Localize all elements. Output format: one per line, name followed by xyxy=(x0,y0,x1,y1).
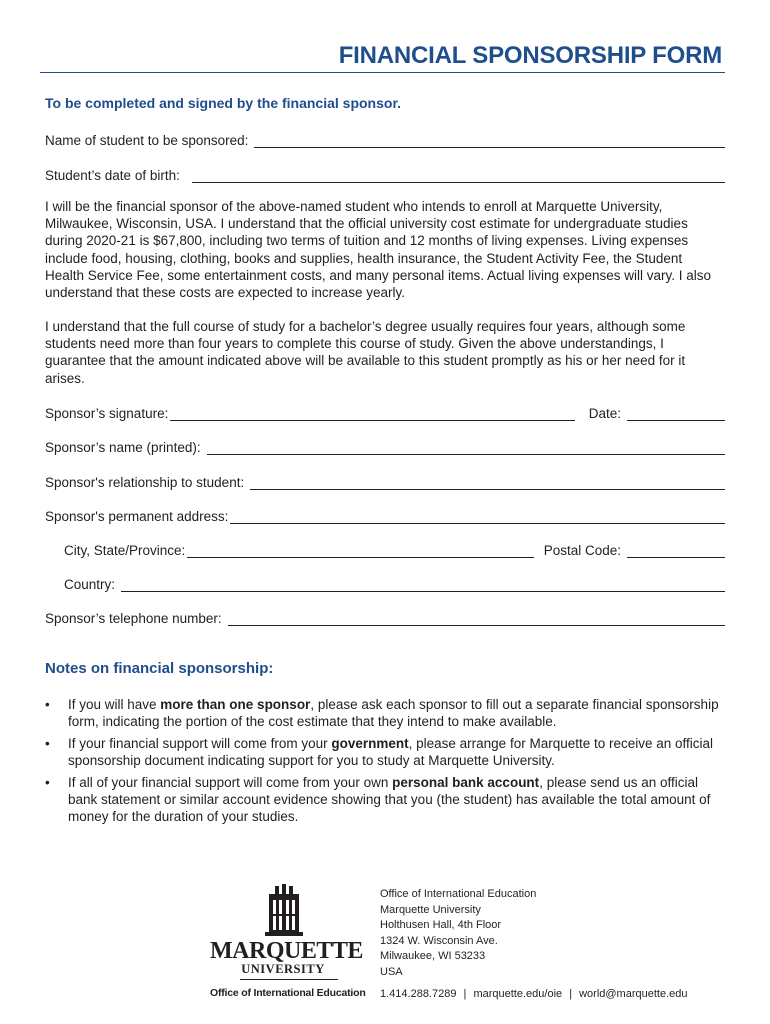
sponsor-name-label: Sponsor’s name (printed): xyxy=(45,440,201,455)
note-text: If your financial support will come from your government, please arrange for Marquette to receive an official sponsorship document indicating support for you to study at Marquette University. xyxy=(68,736,714,768)
address-line: Milwaukee, WI 53233 xyxy=(380,950,486,963)
address-label: Sponsor's permanent address: xyxy=(45,509,229,524)
bullet-icon: • xyxy=(45,775,50,790)
address-line: Holthusen Hall, 4th Floor xyxy=(380,919,502,932)
separator: | xyxy=(569,988,573,1000)
notes-heading: Notes on financial sponsorship: xyxy=(45,660,274,677)
relationship-input-line[interactable] xyxy=(250,476,725,490)
separator: | xyxy=(463,988,467,1000)
sponsor-signature-label: Sponsor’s signature: xyxy=(45,406,169,421)
sponsor-name-field xyxy=(45,437,725,455)
address-line: USA xyxy=(380,965,403,978)
office-address xyxy=(380,887,536,981)
student-dob-input-line[interactable] xyxy=(192,169,725,183)
address-field xyxy=(45,506,725,524)
city-label: City, State/Province: xyxy=(64,543,186,558)
address-input-line[interactable] xyxy=(230,510,725,524)
note-item xyxy=(45,696,725,730)
website-link[interactable]: marquette.edu/oie xyxy=(473,988,563,1000)
contact-line xyxy=(380,988,688,1000)
date-label: Date: xyxy=(588,406,621,421)
country-label: Country: xyxy=(64,577,116,592)
city-field xyxy=(64,540,725,558)
student-name-field xyxy=(45,130,725,148)
tower-icon xyxy=(263,884,305,936)
logo-divider xyxy=(240,979,338,980)
address-line: Office of International Education xyxy=(380,888,537,900)
bullet-icon: • xyxy=(45,697,50,712)
phone-number: 1.414.288.7289 xyxy=(380,988,457,1000)
city-input-line[interactable] xyxy=(187,544,533,558)
note-item xyxy=(45,774,725,825)
form-title: FINANCIAL SPONSORSHIP FORM xyxy=(338,42,722,69)
postal-code-label: Postal Code: xyxy=(543,543,621,558)
student-name-input-line[interactable] xyxy=(254,134,725,148)
telephone-input-line[interactable] xyxy=(228,612,725,626)
student-dob-label: Student’s date of birth: xyxy=(45,168,180,183)
logo-university: UNIVERSITY xyxy=(241,962,325,976)
sponsor-signature-input-line[interactable] xyxy=(170,407,574,421)
sponsor-signature-field xyxy=(45,403,725,421)
country-field xyxy=(64,574,725,592)
note-text: If all of your financial support will come from your own personal bank account, please send us an official bank statement or similar account evidence showing that you (the student) has available the total amount of money for the duration of your studies. xyxy=(68,775,711,824)
sponsor-statement-paragraph: I will be the financial sponsor of the above-named student who intends to enroll at Marquette University, Milwaukee, Wisconsin, USA. I understand that the official university cost estimate for undergraduate studies during 2020-21 is $67,800, including two terms of tuition and 12 months of living expenses. Living expenses include food, housing, clothing, books and supplies, health insurance, the Student Activity Fee, the Student Health Service Fee, some entertainment costs, and many personal items. Actual living expenses will vary. I also understand that these costs are expected to increase yearly. xyxy=(45,199,712,301)
telephone-label: Sponsor’s telephone number: xyxy=(45,611,222,626)
bullet-icon: • xyxy=(45,736,50,751)
title-divider xyxy=(40,72,725,73)
email-link[interactable]: world@marquette.edu xyxy=(579,988,688,1000)
student-dob-field xyxy=(45,165,725,183)
note-text: If you will have more than one sponsor, please ask each sponsor to fill out a separate financial sponsorship form, indicating the portion of the cost estimate that they intend to make available. xyxy=(68,697,719,729)
logo-wordmark: MARQUETTE xyxy=(210,938,363,964)
sponsor-name-input-line[interactable] xyxy=(207,441,725,455)
student-name-label: Name of student to be sponsored: xyxy=(45,133,249,148)
note-item xyxy=(45,735,725,769)
date-input-line[interactable] xyxy=(627,407,725,421)
logo-office: Office of International Education xyxy=(210,987,366,999)
country-input-line[interactable] xyxy=(121,578,725,592)
guarantee-paragraph: I understand that the full course of study for a bachelor’s degree usually requires four years, although some students need more than four years to complete this course of study. Given the above understandings, I guarantee that the amount indicated above will be available to this student promptly as his or her need for it arises. xyxy=(45,319,686,386)
relationship-field xyxy=(45,472,725,490)
telephone-field xyxy=(45,608,725,626)
form-subtitle: To be completed and signed by the financial sponsor. xyxy=(45,95,402,111)
address-line: Marquette University xyxy=(380,903,481,916)
postal-code-input-line[interactable] xyxy=(627,544,725,558)
relationship-label: Sponsor's relationship to student: xyxy=(45,475,245,490)
marquette-logo xyxy=(210,880,366,1005)
address-line: 1324 W. Wisconsin Ave. xyxy=(380,934,498,947)
